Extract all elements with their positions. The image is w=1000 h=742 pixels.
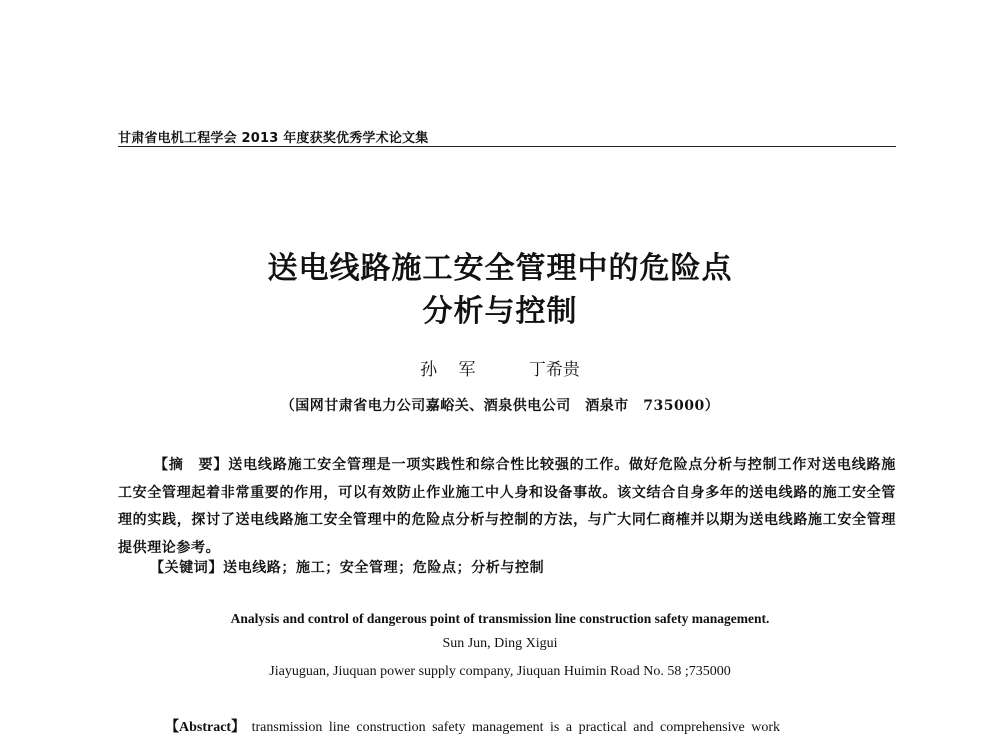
author-1: 孙 军 bbox=[420, 360, 484, 380]
paper-title-line2: 分析与控制 bbox=[422, 294, 578, 329]
affiliation: （国网甘肃省电力公司嘉峪关、酒泉供电公司 酒泉市 735000） bbox=[280, 398, 720, 414]
abstract-cn-label: 【摘 要】 bbox=[154, 457, 229, 473]
keywords-cn-label: 【关键词】 bbox=[150, 560, 223, 576]
english-affiliation: Jiayuguan, Jiuquan power supply company, Jiuquan Huimin Road No. 58 ;735000 bbox=[269, 664, 731, 679]
header-rule bbox=[118, 146, 896, 147]
english-abstract-text: transmission line construction safety management is a practical and comprehensive work bbox=[251, 720, 781, 735]
running-header: 甘肃省电机工程学会 2013 年度获奖优秀学术论文集 bbox=[118, 131, 429, 146]
abstract-cn bbox=[118, 452, 896, 562]
english-title: Analysis and control of dangerous point of transmission line construction safety management. bbox=[230, 611, 770, 626]
english-authors: Sun Jun, Ding Xigui bbox=[442, 636, 558, 651]
author-2: 丁希贵 bbox=[528, 360, 580, 380]
authors bbox=[0, 355, 1000, 380]
keywords-cn-text: 送电线路；施工；安全管理；危险点；分析与控制 bbox=[223, 560, 545, 576]
paper-title-line1: 送电线路施工安全管理中的危险点 bbox=[267, 251, 733, 286]
english-abstract bbox=[165, 716, 896, 736]
english-abstract-label: 【Abstract】 bbox=[165, 720, 246, 735]
keywords-cn bbox=[150, 557, 544, 577]
abstract-cn-text: 送电线路施工安全管理是一项实践性和综合性比较强的工作。做好危险点分析与控制工作对送电线路施工安全管理起着非常重要的作用，可以有效防止作业施工中人身和设备事故。该文结合自身多年的送电线路的施工安全管理的实践，探讨了送电线路施工安全管理中的危险点分析与控制的方法，与广大同仁商榷并以期为送电线路施工安全管理提供理论参考。 bbox=[118, 457, 897, 556]
